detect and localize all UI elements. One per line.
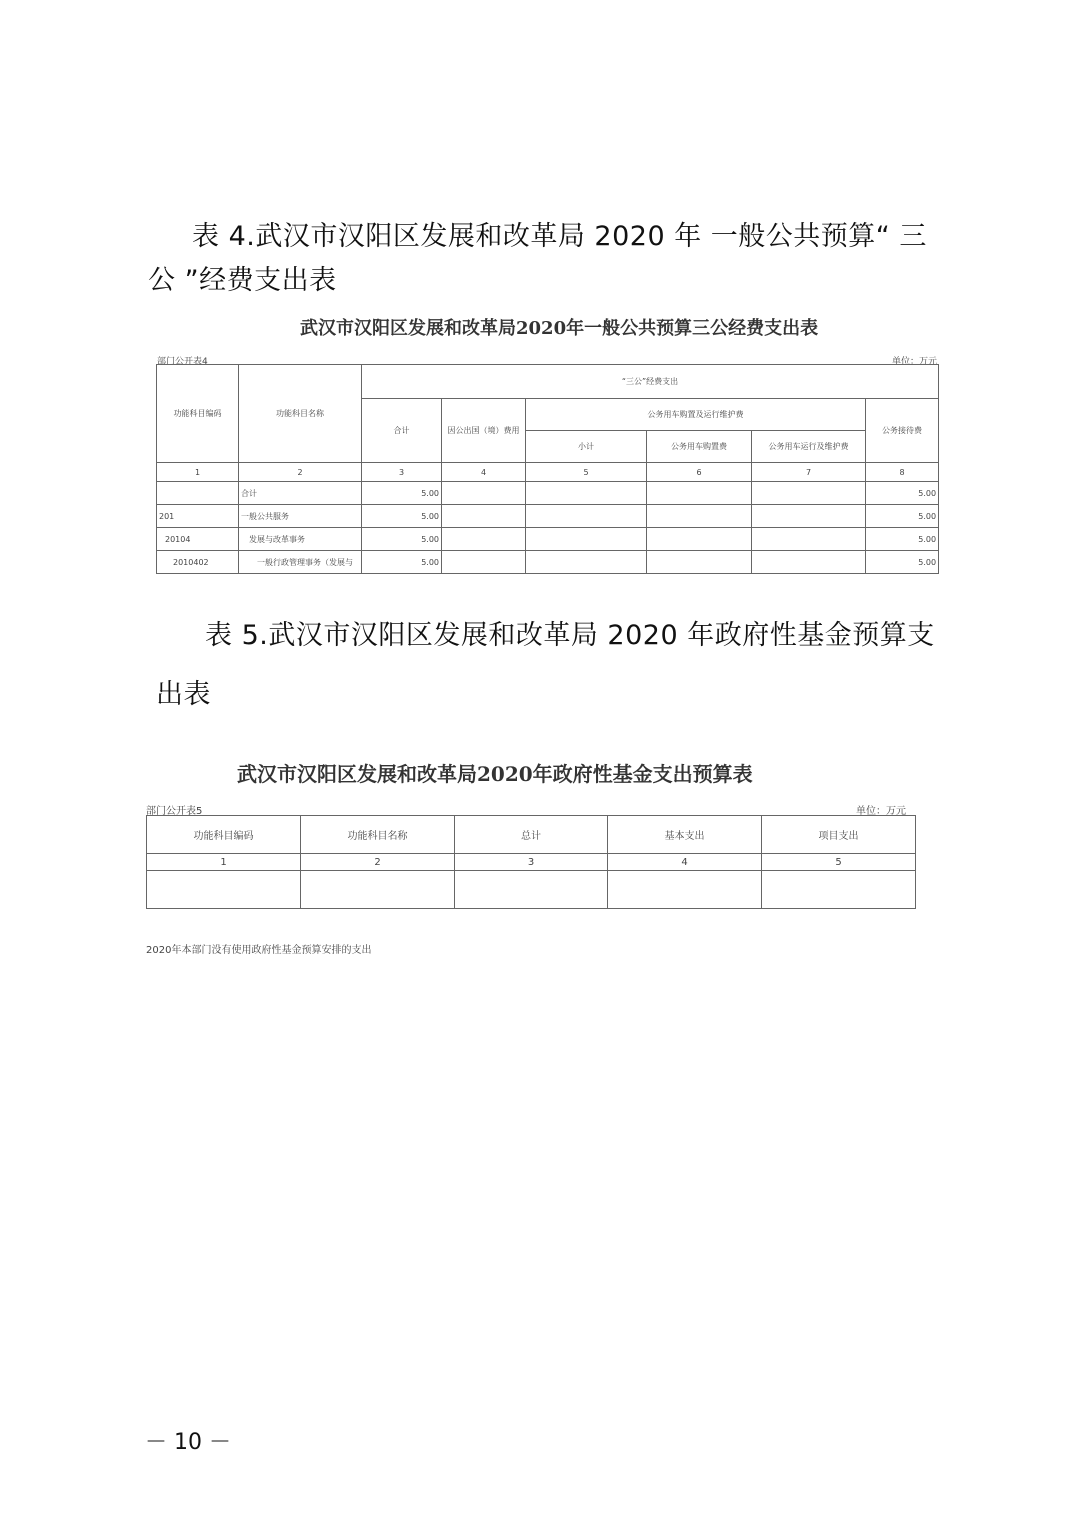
cell-reception: 5.00: [866, 482, 939, 505]
empty-cell: [762, 871, 916, 909]
column-number: 1: [147, 854, 301, 871]
table5-government-fund: [146, 815, 916, 909]
cell-subtotal: [526, 482, 647, 505]
column-number: 2: [239, 463, 362, 482]
header-project-expense: 项目支出: [762, 816, 916, 854]
column-number: 4: [608, 854, 762, 871]
section5-heading-line1: 表 5.武汉市汉阳区发展和改革局 2020 年政府性基金预算支: [205, 620, 935, 651]
table-row: [157, 551, 939, 574]
table5-unit-label: 单位：万元: [856, 806, 906, 817]
cell-name: 一般公共服务: [239, 505, 362, 528]
cell-reception: 5.00: [866, 505, 939, 528]
cell-operation: [752, 505, 866, 528]
header-three-public-group: “三公”经费支出: [362, 365, 939, 399]
column-number: 3: [362, 463, 442, 482]
header-basic-expense: 基本支出: [608, 816, 762, 854]
cell-operation: [752, 551, 866, 574]
empty-cell: [608, 871, 762, 909]
header-subtotal: 小计: [526, 431, 647, 463]
header-code: 功能科目编码: [147, 816, 301, 854]
cell-total: 5.00: [362, 482, 442, 505]
cell-name: 一般行政管理事务（发展与: [239, 551, 362, 574]
header-total: 合计: [362, 399, 442, 463]
empty-cell: [455, 871, 608, 909]
column-number-row: [157, 463, 939, 482]
column-number: 2: [301, 854, 455, 871]
table-row: [147, 871, 916, 909]
cell-purchase: [647, 482, 752, 505]
section4-heading-line1: 表 4.武汉市汉阳区发展和改革局 2020 年 一般公共预算“ 三: [192, 221, 927, 252]
column-number: 6: [647, 463, 752, 482]
empty-cell: [301, 871, 455, 909]
cell-purchase: [647, 528, 752, 551]
header-vehicle-group: 公务用车购置及运行维护费: [526, 399, 866, 431]
cell-total: 5.00: [362, 505, 442, 528]
column-number-row: [147, 854, 916, 871]
header-code: 功能科目编码: [157, 365, 239, 463]
table-row: [157, 505, 939, 528]
header-total: 总计: [455, 816, 608, 854]
cell-code: [157, 482, 239, 505]
header-abroad: 因公出国（境）费用: [442, 399, 526, 463]
table4-title: 武汉市汉阳区发展和改革局2020年一般公共预算三公经费支出表: [300, 318, 819, 339]
cell-abroad: [442, 551, 526, 574]
section5-heading-line2: 出表: [156, 679, 211, 710]
empty-cell: [147, 871, 301, 909]
column-number: 3: [455, 854, 608, 871]
cell-total: 5.00: [362, 528, 442, 551]
cell-name: 合计: [239, 482, 362, 505]
cell-code: 201: [157, 505, 239, 528]
cell-subtotal: [526, 528, 647, 551]
header-reception: 公务接待费: [866, 399, 939, 463]
cell-name: 发展与改革事务: [239, 528, 362, 551]
cell-subtotal: [526, 551, 647, 574]
table4-form-label: 部门公开表4: [157, 357, 208, 367]
column-number: 8: [866, 463, 939, 482]
header-name: 功能科目名称: [301, 816, 455, 854]
section4-heading-line2: 公 ”经费支出表: [148, 265, 337, 296]
cell-subtotal: [526, 505, 647, 528]
table5-form-label: 部门公开表5: [146, 806, 203, 817]
cell-purchase: [647, 551, 752, 574]
column-number: 4: [442, 463, 526, 482]
header-name: 功能科目名称: [239, 365, 362, 463]
cell-operation: [752, 528, 866, 551]
header-vehicle-operation: 公务用车运行及维护费: [752, 431, 866, 463]
cell-abroad: [442, 505, 526, 528]
column-number: 1: [157, 463, 239, 482]
cell-operation: [752, 482, 866, 505]
cell-code: 20104: [157, 528, 239, 551]
table5-title: 武汉市汉阳区发展和改革局2020年政府性基金支出预算表: [237, 762, 753, 786]
column-number: 5: [526, 463, 647, 482]
cell-code: 2010402: [157, 551, 239, 574]
column-number: 5: [762, 854, 916, 871]
header-vehicle-purchase: 公务用车购置费: [647, 431, 752, 463]
cell-abroad: [442, 528, 526, 551]
table-row: [157, 482, 939, 505]
table-row: [157, 528, 939, 551]
cell-reception: 5.00: [866, 551, 939, 574]
cell-total: 5.00: [362, 551, 442, 574]
column-number: 7: [752, 463, 866, 482]
cell-purchase: [647, 505, 752, 528]
table5-note: 2020年本部门没有使用政府性基金预算安排的支出: [146, 945, 372, 956]
page-number: － 10 －: [145, 1430, 231, 1455]
cell-abroad: [442, 482, 526, 505]
table4-three-public-expenses: [156, 364, 939, 574]
table4-unit-label: 单位：万元: [892, 357, 938, 367]
cell-reception: 5.00: [866, 528, 939, 551]
